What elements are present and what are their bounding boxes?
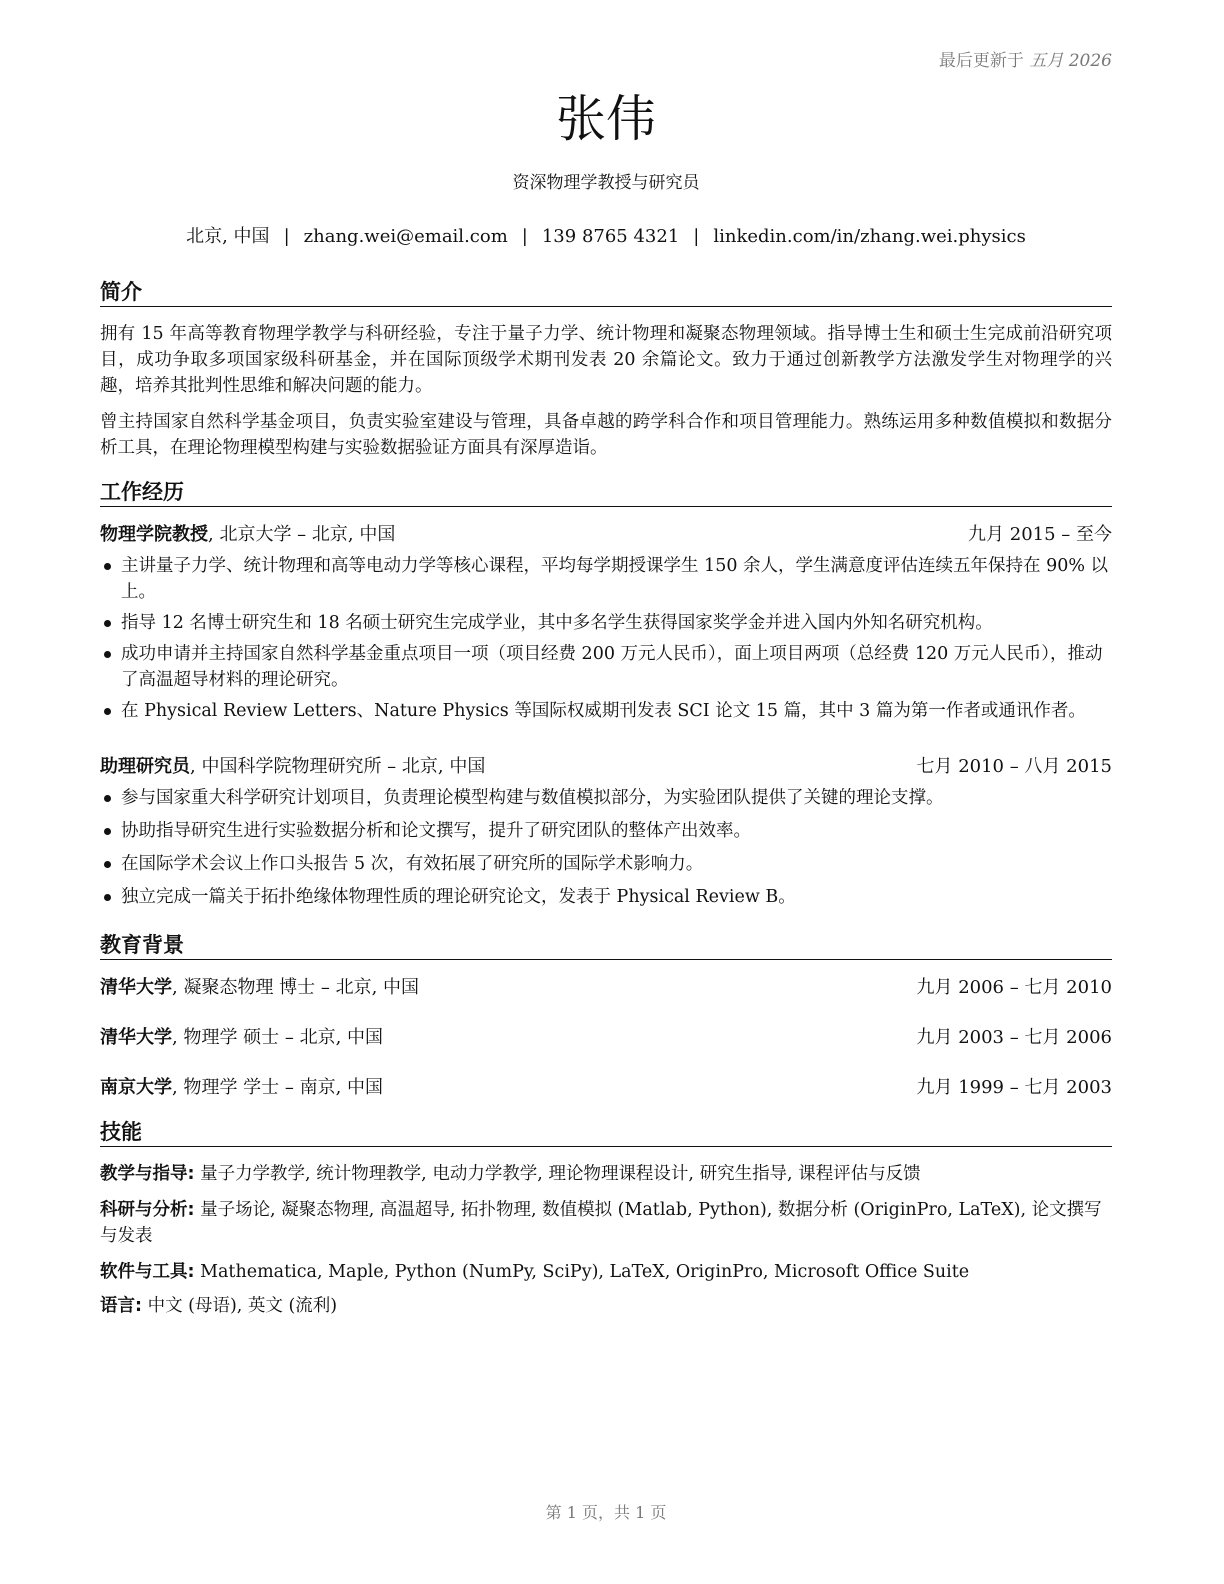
education-dates: 九月 2003 – 七月 2006 (916, 1027, 1112, 1048)
skill-label: 语言: (100, 1296, 142, 1316)
summary-paragraph: 曾主持国家自然科学基金项目，负责实验室建设与管理，具备卓越的跨学科合作和项目管理能力。熟练运用多种数值模拟和数据分析工具，在理论物理模型构建与实验数据验证方面具有深厚造诣。 (100, 412, 1112, 458)
job-role: 助理研究员 (100, 756, 190, 777)
list-item: 独立完成一篇关于拓扑绝缘体物理性质的理论研究论文，发表于 Physical Review B。 (100, 884, 1112, 910)
skill-value: 中文 (母语), 英文 (流利) (142, 1296, 338, 1316)
contact-separator: | (283, 226, 290, 247)
list-item: 主讲量子力学、统计物理和高等电动力学等核心课程，平均每学期授课学生 150 余人，学生满意度评估连续五年保持在 90% 以上。 (100, 553, 1112, 605)
list-item: 在 Physical Review Letters、Nature Physics 等国际权威期刊发表 SCI 论文 15 篇，其中 3 篇为第一作者或通讯作者。 (100, 698, 1112, 724)
list-item: 参与国家重大科学研究计划项目，负责理论模型构建与数值模拟部分，为实验团队提供了关键的理论支撑。 (100, 785, 1112, 811)
education-school: 南京大学 (100, 1077, 172, 1098)
section-title-experience: 工作经历 (100, 478, 1112, 507)
job-org: , 北京大学 – 北京, 中国 (208, 524, 396, 545)
job-bullets (100, 553, 1112, 724)
skill-row (100, 1259, 1112, 1285)
contact-linkedin[interactable]: linkedin.com/in/zhang.wei.physics (713, 226, 1026, 247)
skill-label: 科研与分析: (100, 1200, 195, 1220)
last-updated-date: 五月 2026 (1029, 51, 1112, 71)
education-dates: 九月 1999 – 七月 2003 (916, 1077, 1112, 1098)
job-role: 物理学院教授 (100, 524, 208, 545)
contact-line (100, 225, 1112, 249)
education-detail: , 物理学 硕士 – 北京, 中国 (172, 1027, 384, 1048)
list-item: 成功申请并主持国家自然科学基金重点项目一项（项目经费 200 万元人民币），面上项目两项（总经费 120 万元人民币），推动了高温超导材料的理论研究。 (100, 641, 1112, 693)
list-item: 协助指导研究生进行实验数据分析和论文撰写，提升了研究团队的整体产出效率。 (100, 818, 1112, 844)
education-item (100, 975, 1112, 1001)
contact-phone[interactable]: 139 8765 4321 (541, 226, 680, 247)
skill-row (100, 1293, 1112, 1319)
contact-email[interactable]: zhang.wei@email.com (303, 226, 508, 247)
skill-row (100, 1197, 1112, 1249)
job-org: , 中国科学院物理研究所 – 北京, 中国 (190, 756, 486, 777)
education-school: 清华大学 (100, 1027, 172, 1048)
education-detail: , 凝聚态物理 博士 – 北京, 中国 (172, 977, 420, 998)
candidate-subtitle: 资深物理学教授与研究员 (512, 173, 700, 193)
section-title-education: 教育背景 (100, 931, 1112, 960)
contact-separator: | (693, 226, 700, 247)
job-bullets (100, 785, 1112, 910)
skill-value: 量子力学教学, 统计物理教学, 电动力学教学, 理论物理课程设计, 研究生指导, 课程评估与反馈 (194, 1164, 921, 1184)
job-header (100, 754, 1112, 780)
contact-separator: | (521, 226, 528, 247)
section-title-summary: 简介 (100, 278, 1112, 307)
list-item: 在国际学术会议上作口头报告 5 次，有效拓展了研究所的国际学术影响力。 (100, 851, 1112, 877)
contact-location: 北京, 中国 (186, 226, 270, 247)
skill-row (100, 1161, 1112, 1187)
page-number: 第 1 页，共 1 页 (545, 1503, 667, 1522)
skill-label: 软件与工具: (100, 1262, 195, 1282)
summary-paragraph: 拥有 15 年高等教育物理学教学与科研经验，专注于量子力学、统计物理和凝聚态物理领域。指导博士生和硕士生完成前沿研究项目，成功争取多项国家级科研基金，并在国际顶级学术期刊发表 20 余篇论文。致力于通过创新教学方法激发学生对物理学的兴趣，培养其批判性思维和解决问题的能力。 (100, 324, 1112, 396)
resume-page (100, 0, 1112, 1584)
education-item (100, 1075, 1112, 1101)
section-title-skills: 技能 (100, 1118, 1112, 1147)
job-dates: 九月 2015 – 至今 (968, 524, 1112, 545)
skill-value: Mathematica, Maple, Python (NumPy, SciPy), LaTeX, OriginPro, Microsoft Office Suite (194, 1262, 970, 1282)
last-updated-label: 最后更新于 (938, 51, 1024, 71)
education-dates: 九月 2006 – 七月 2010 (916, 977, 1112, 998)
candidate-name: 张伟 (556, 90, 656, 148)
education-school: 清华大学 (100, 977, 172, 998)
job-dates: 七月 2010 – 八月 2015 (916, 756, 1112, 777)
last-updated (939, 46, 1112, 71)
skill-label: 教学与指导: (100, 1164, 195, 1184)
skill-value: 量子场论, 凝聚态物理, 高温超导, 拓扑物理, 数值模拟 (Matlab, Python), 数据分析 (OriginPro, LaTeX), 论文撰写与发表 (100, 1200, 1102, 1246)
education-item (100, 1025, 1112, 1051)
education-detail: , 物理学 学士 – 南京, 中国 (172, 1077, 384, 1098)
list-item: 指导 12 名博士研究生和 18 名硕士研究生完成学业，其中多名学生获得国家奖学金并进入国内外知名研究机构。 (100, 610, 1112, 636)
job-header (100, 522, 1112, 548)
